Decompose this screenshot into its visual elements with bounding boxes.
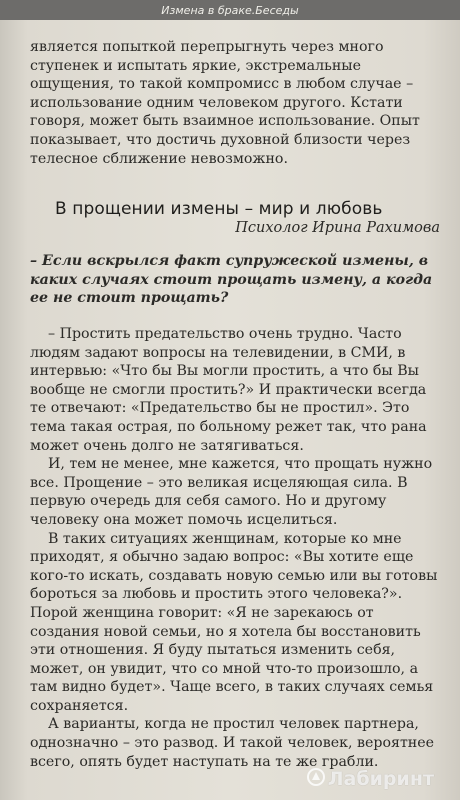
watermark-text: Лабиринт (327, 768, 434, 790)
answer-paragraph: А варианты, когда не простил человек партнера, однозначно – это развод. И такой человек, вероятнее всего, опять будет наступать на те же грабли. (30, 716, 435, 770)
answer-paragraph: – Простить предательство очень трудно. Часто людям задают вопросы на телевидении, в СМИ, в интервью: «Что бы Вы могли простить, а что бы Вы вообще не смогли простить?» И практически всегда те отвечают: «Предательство бы не простил». Это тема такая острая, по больному режет так, что рана может очень долго не затягиваться. (30, 326, 427, 454)
interview-question: – Если вскрылся факт супружеской измены, в каких случаях стоит прощать измену, а когда ее не стоит прощать? (30, 253, 433, 307)
intro-text (30, 38, 445, 168)
author-line: Психолог Ирина Рахимова (235, 220, 440, 236)
answer-text (30, 325, 445, 771)
watermark-logo (306, 767, 434, 790)
running-head-text: Измена в браке.Беседы (161, 3, 299, 17)
intro-paragraph: является попыткой перепрыгнуть через много ступенек и испытать яркие, экстремальные ощущения, то такой компромисс в любом случае – использование одним человеком другого. Кстати говоря, может быть взаимное использование. Опыт показывает, что достичь духовной близости через телесное сближение невозможно. (30, 39, 420, 167)
section-title: В прощении измены – мир и любовь (55, 199, 383, 219)
running-head (0, 0, 460, 20)
labirint-logo-icon (306, 767, 326, 787)
answer-paragraph: В таких ситуациях женщинам, которые ко мне приходят, я обычно задаю вопрос: «Вы хотите еще кого-то искать, создавать новую семью или вы готовы бороться за любовь и простить этого человека?». Порой женщина говорит: «Я не зарекаюсь от создания новой семьи, но я хотела бы восстановить эти отношения. Я буду пытаться изменить себя, может, он увидит, что со мной что-то произошло, а там видно будет». Чаще всего, в таких случаях семья сохраняется. (30, 530, 438, 714)
answer-paragraph: И, тем не менее, мне кажется, что прощать нужно все. Прощение – это великая исцеляющая сила. В первую очередь для себя самого. Но и другому человеку она может помочь исцелиться. (30, 456, 433, 528)
